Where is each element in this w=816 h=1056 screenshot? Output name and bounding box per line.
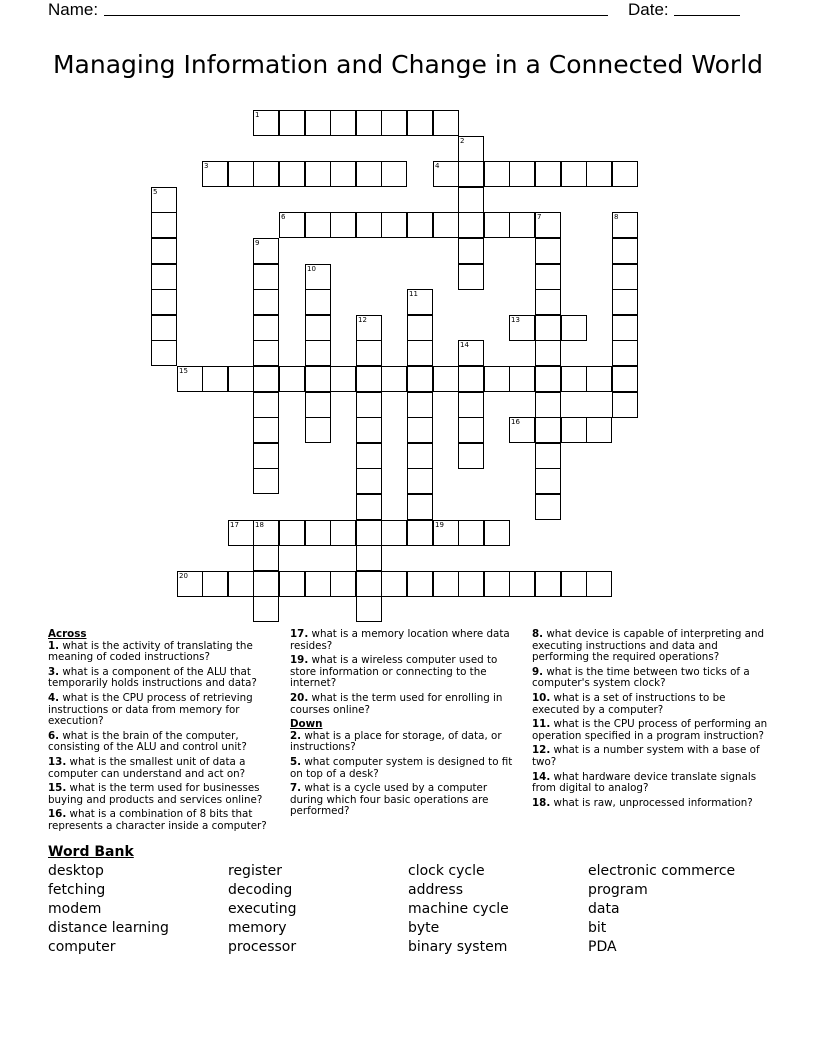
grid-cell[interactable] xyxy=(305,110,331,136)
clue-across-6: 6. what is the brain of the computer, consisting of the ALU and control unit? xyxy=(48,729,247,754)
grid-cell[interactable] xyxy=(330,161,356,187)
clue-down-7: 7. what is a cycle used by a computer during which four basic operations are performed? xyxy=(290,782,489,818)
grid-cell[interactable] xyxy=(330,110,356,136)
clue-down-18: 18. what is raw, unprocessed information? xyxy=(532,796,753,809)
word-bank-item: address xyxy=(408,882,464,898)
grid-cell[interactable] xyxy=(253,417,279,443)
clue-number: 11 xyxy=(409,290,418,298)
grid-cell[interactable] xyxy=(253,596,279,622)
clue-number: 8 xyxy=(614,213,619,221)
name-label: Name: xyxy=(48,0,99,19)
grid-cell[interactable] xyxy=(586,571,612,597)
word-bank-item: binary system xyxy=(408,939,508,955)
grid-cell[interactable] xyxy=(356,340,382,366)
grid-cell[interactable] xyxy=(305,212,331,238)
clue-number: 6 xyxy=(281,213,286,221)
clue-number: 20 xyxy=(179,572,188,580)
grid-cell[interactable] xyxy=(535,340,561,366)
grid-cell[interactable] xyxy=(458,392,484,418)
grid-cell[interactable] xyxy=(407,468,433,494)
grid-cell[interactable] xyxy=(177,571,203,597)
grid-cell[interactable] xyxy=(458,264,484,290)
grid-cell[interactable] xyxy=(356,417,382,443)
clue-number: 9 xyxy=(255,239,260,247)
clue-across-1: 1. what is the activity of translating the meaning of coded instructions? xyxy=(48,639,253,664)
clue-across-17: 17. what is a memory location where data resides? xyxy=(290,628,510,652)
grid-cell[interactable] xyxy=(407,571,433,597)
clue-number: 7 xyxy=(537,213,542,221)
grid-cell[interactable] xyxy=(561,417,587,443)
grid-cell[interactable] xyxy=(612,392,638,418)
across-heading: Across xyxy=(48,628,87,640)
grid-cell[interactable] xyxy=(433,161,459,187)
grid-cell[interactable] xyxy=(253,520,279,546)
grid-cell[interactable] xyxy=(509,417,535,443)
word-bank-title: Word Bank xyxy=(48,844,134,860)
grid-cell[interactable] xyxy=(305,315,331,341)
grid-cell[interactable] xyxy=(330,212,356,238)
grid-cell[interactable] xyxy=(535,366,561,392)
grid-cell[interactable] xyxy=(458,571,484,597)
clue-number: 12 xyxy=(358,316,367,324)
grid-cell[interactable] xyxy=(228,571,254,597)
grid-cell[interactable] xyxy=(253,161,279,187)
grid-cell[interactable] xyxy=(433,212,459,238)
grid-cell[interactable] xyxy=(561,571,587,597)
grid-cell[interactable] xyxy=(356,161,382,187)
page-title: Managing Information and Change in a Connected World xyxy=(52,50,764,79)
clue-across-20: 20. what is the term used for enrolling in courses online? xyxy=(290,691,503,716)
grid-cell[interactable] xyxy=(381,110,407,136)
clue-across-13: 13. what is the smallest unit of data a computer can understand and act on? xyxy=(48,755,246,780)
grid-cell[interactable] xyxy=(202,161,228,187)
down-heading: Down xyxy=(290,718,323,731)
grid-cell[interactable] xyxy=(407,417,433,443)
clue-down-9: 9. what is the time between two ticks of a computer's system clock? xyxy=(532,665,750,690)
grid-cell[interactable] xyxy=(279,110,305,136)
word-bank-column xyxy=(48,862,169,957)
grid-cell[interactable] xyxy=(305,264,331,290)
grid-cell[interactable] xyxy=(509,161,535,187)
word-bank-item: data xyxy=(588,901,620,917)
grid-cell[interactable] xyxy=(612,289,638,315)
word-bank-item: decoding xyxy=(228,882,293,898)
grid-cell[interactable] xyxy=(407,366,433,392)
grid-cell[interactable] xyxy=(305,571,331,597)
clue-number: 5 xyxy=(153,188,158,196)
grid-cell[interactable] xyxy=(356,366,382,392)
clue-number: 4 xyxy=(435,162,440,170)
grid-cell[interactable] xyxy=(151,315,177,341)
clue-across-16: 16. what is a combination of 8 bits that represents a character inside a computer? xyxy=(48,808,267,832)
clue-down-8: 8. what device is capable of interpreting and executing instructions and data and performing the required operations? xyxy=(532,628,765,664)
clue-across-19: 19. what is a wireless computer used to store information or connecting to the internet? xyxy=(290,654,498,690)
grid-cell[interactable] xyxy=(330,366,356,392)
grid-cell[interactable] xyxy=(484,161,510,187)
grid-cell[interactable] xyxy=(433,110,459,136)
grid-cell[interactable] xyxy=(561,315,587,341)
grid-cell[interactable] xyxy=(407,392,433,418)
grid-cell[interactable] xyxy=(253,571,279,597)
grid-cell[interactable] xyxy=(356,545,382,571)
grid-cell[interactable] xyxy=(535,494,561,520)
grid-cell[interactable] xyxy=(253,392,279,418)
word-bank-item: bit xyxy=(588,920,607,936)
grid-cell[interactable] xyxy=(612,366,638,392)
grid-cell[interactable] xyxy=(509,315,535,341)
grid-cell[interactable] xyxy=(305,520,331,546)
grid-cell[interactable] xyxy=(330,520,356,546)
grid-cell[interactable] xyxy=(253,468,279,494)
clue-number: 14 xyxy=(460,341,469,349)
grid-cell[interactable] xyxy=(458,161,484,187)
grid-cell[interactable] xyxy=(151,340,177,366)
grid-cell[interactable] xyxy=(356,443,382,469)
grid-cell[interactable] xyxy=(381,520,407,546)
clue-number: 1 xyxy=(255,111,260,119)
grid-cell[interactable] xyxy=(535,443,561,469)
grid-cell[interactable] xyxy=(356,494,382,520)
grid-cell[interactable] xyxy=(612,340,638,366)
grid-cell[interactable] xyxy=(407,289,433,315)
grid-cell[interactable] xyxy=(484,366,510,392)
grid-cell[interactable] xyxy=(228,520,254,546)
grid-cell[interactable] xyxy=(356,212,382,238)
grid-cell[interactable] xyxy=(535,417,561,443)
clue-across-15: 15. what is the term used for businesses buying and products and services online? xyxy=(48,782,263,806)
grid-cell[interactable] xyxy=(279,366,305,392)
grid-cell[interactable] xyxy=(407,315,433,341)
grid-cell[interactable] xyxy=(305,417,331,443)
clue-down-10: 10. what is a set of instructions to be executed by a computer? xyxy=(532,691,726,716)
clue-number: 17 xyxy=(230,521,239,529)
grid-cell[interactable] xyxy=(305,340,331,366)
word-bank-item: computer xyxy=(48,939,116,955)
grid-cell[interactable] xyxy=(535,264,561,290)
word-bank-item: register xyxy=(228,863,282,879)
grid-cell[interactable] xyxy=(586,161,612,187)
word-bank-column xyxy=(408,862,509,957)
grid-cell[interactable] xyxy=(458,340,484,366)
word-bank-item: memory xyxy=(228,920,287,936)
grid-cell[interactable] xyxy=(356,392,382,418)
word-bank-item: PDA xyxy=(588,939,617,955)
grid-cell[interactable] xyxy=(586,366,612,392)
word-bank-item: processor xyxy=(228,939,297,955)
grid-cell[interactable] xyxy=(433,571,459,597)
clue-down-12: 12. what is a number system with a base of two? xyxy=(532,744,760,768)
grid-cell[interactable] xyxy=(253,315,279,341)
grid-cell[interactable] xyxy=(356,315,382,341)
grid-cell[interactable] xyxy=(279,520,305,546)
grid-cell[interactable] xyxy=(612,315,638,341)
grid-cell[interactable] xyxy=(561,161,587,187)
grid-cell[interactable] xyxy=(279,571,305,597)
grid-cell[interactable] xyxy=(433,366,459,392)
word-bank-item: machine cycle xyxy=(408,901,509,917)
grid-cell[interactable] xyxy=(305,392,331,418)
grid-cell[interactable] xyxy=(509,212,535,238)
grid-cell[interactable] xyxy=(612,212,638,238)
grid-cell[interactable] xyxy=(253,340,279,366)
date-label: Date: xyxy=(628,0,669,19)
grid-cell[interactable] xyxy=(484,212,510,238)
grid-cell[interactable] xyxy=(330,571,356,597)
grid-cell[interactable] xyxy=(509,366,535,392)
clue-number: 15 xyxy=(179,367,188,375)
grid-cell[interactable] xyxy=(535,392,561,418)
grid-cell[interactable] xyxy=(381,161,407,187)
grid-cell[interactable] xyxy=(484,520,510,546)
grid-cell[interactable] xyxy=(509,571,535,597)
clue-down-5: 5. what computer system is designed to fit on top of a desk? xyxy=(290,755,513,780)
grid-cell[interactable] xyxy=(228,366,254,392)
word-bank-item: byte xyxy=(408,920,440,936)
grid-cell[interactable] xyxy=(484,571,510,597)
word-bank-item: desktop xyxy=(48,863,104,879)
clue-number: 2 xyxy=(460,137,465,145)
grid-cell[interactable] xyxy=(458,520,484,546)
word-bank-item: modem xyxy=(48,901,102,917)
grid-cell[interactable] xyxy=(458,212,484,238)
grid-cell[interactable] xyxy=(151,187,177,213)
grid-cell[interactable] xyxy=(561,366,587,392)
grid-cell[interactable] xyxy=(356,596,382,622)
grid-cell[interactable] xyxy=(253,238,279,264)
clue-number: 10 xyxy=(307,265,316,273)
grid-cell[interactable] xyxy=(356,110,382,136)
clue-across-3: 3. what is a component of the ALU that temporarily holds instructions and data? xyxy=(48,665,257,690)
clue-across-4: 4. what is the CPU process of retrieving instructions or data from memory for execution? xyxy=(48,691,253,728)
grid-cell[interactable] xyxy=(253,110,279,136)
grid-cell[interactable] xyxy=(177,366,203,392)
grid-cell[interactable] xyxy=(279,161,305,187)
grid-cell[interactable] xyxy=(407,520,433,546)
grid-cell[interactable] xyxy=(381,212,407,238)
grid-cell[interactable] xyxy=(458,417,484,443)
grid-cell[interactable] xyxy=(407,443,433,469)
clues-column-1 xyxy=(48,629,276,836)
grid-cell[interactable] xyxy=(356,520,382,546)
word-bank-item: program xyxy=(588,882,648,898)
grid-cell[interactable] xyxy=(253,366,279,392)
grid-cell[interactable] xyxy=(253,264,279,290)
grid-cell[interactable] xyxy=(151,264,177,290)
grid-cell[interactable] xyxy=(151,289,177,315)
grid-cell[interactable] xyxy=(253,443,279,469)
grid-cell[interactable] xyxy=(586,417,612,443)
grid-cell[interactable] xyxy=(202,571,228,597)
grid-cell[interactable] xyxy=(612,161,638,187)
grid-cell[interactable] xyxy=(381,366,407,392)
grid-cell[interactable] xyxy=(458,366,484,392)
grid-cell[interactable] xyxy=(407,110,433,136)
word-bank-column xyxy=(228,862,297,957)
grid-cell[interactable] xyxy=(535,212,561,238)
word-bank-item: clock cycle xyxy=(408,863,485,879)
clue-number: 13 xyxy=(511,316,520,324)
word-bank-item: electronic commerce xyxy=(588,863,736,879)
grid-cell[interactable] xyxy=(202,366,228,392)
grid-cell[interactable] xyxy=(381,571,407,597)
grid-cell[interactable] xyxy=(228,161,254,187)
grid-cell[interactable] xyxy=(535,289,561,315)
grid-cell[interactable] xyxy=(305,161,331,187)
grid-cell[interactable] xyxy=(535,238,561,264)
grid-cell[interactable] xyxy=(253,545,279,571)
clue-down-14: 14. what hardware device translate signals from digital to analog? xyxy=(532,770,757,795)
grid-cell[interactable] xyxy=(612,238,638,264)
clue-number: 16 xyxy=(511,418,520,426)
grid-cell[interactable] xyxy=(433,520,459,546)
grid-cell[interactable] xyxy=(407,340,433,366)
clue-number: 3 xyxy=(204,162,209,170)
grid-cell[interactable] xyxy=(535,571,561,597)
clue-down-2: 2. what is a place for storage, of data, or instructions? xyxy=(290,729,502,754)
word-bank-item: fetching xyxy=(48,882,106,898)
grid-cell[interactable] xyxy=(356,571,382,597)
grid-cell[interactable] xyxy=(356,468,382,494)
clue-number: 19 xyxy=(435,521,444,529)
grid-cell[interactable] xyxy=(535,315,561,341)
grid-cell[interactable] xyxy=(612,264,638,290)
grid-cell[interactable] xyxy=(151,238,177,264)
grid-cell[interactable] xyxy=(305,289,331,315)
grid-cell[interactable] xyxy=(407,494,433,520)
word-bank-item: executing xyxy=(228,901,297,917)
grid-cell[interactable] xyxy=(458,187,484,213)
clue-number: 18 xyxy=(255,521,264,529)
clues-column-2 xyxy=(290,629,520,821)
word-bank-item: distance learning xyxy=(48,920,169,936)
grid-cell[interactable] xyxy=(253,289,279,315)
grid-cell[interactable] xyxy=(458,443,484,469)
word-bank-column xyxy=(588,862,735,957)
grid-cell[interactable] xyxy=(151,212,177,238)
grid-cell[interactable] xyxy=(305,366,331,392)
grid-cell[interactable] xyxy=(458,136,484,162)
grid-cell[interactable] xyxy=(407,212,433,238)
grid-cell[interactable] xyxy=(535,161,561,187)
clues-column-3 xyxy=(532,629,768,812)
grid-cell[interactable] xyxy=(458,238,484,264)
clue-down-11: 11. what is the CPU process of performing an operation specified in a program instruction? xyxy=(532,718,768,742)
grid-cell[interactable] xyxy=(535,468,561,494)
grid-cell[interactable] xyxy=(279,212,305,238)
